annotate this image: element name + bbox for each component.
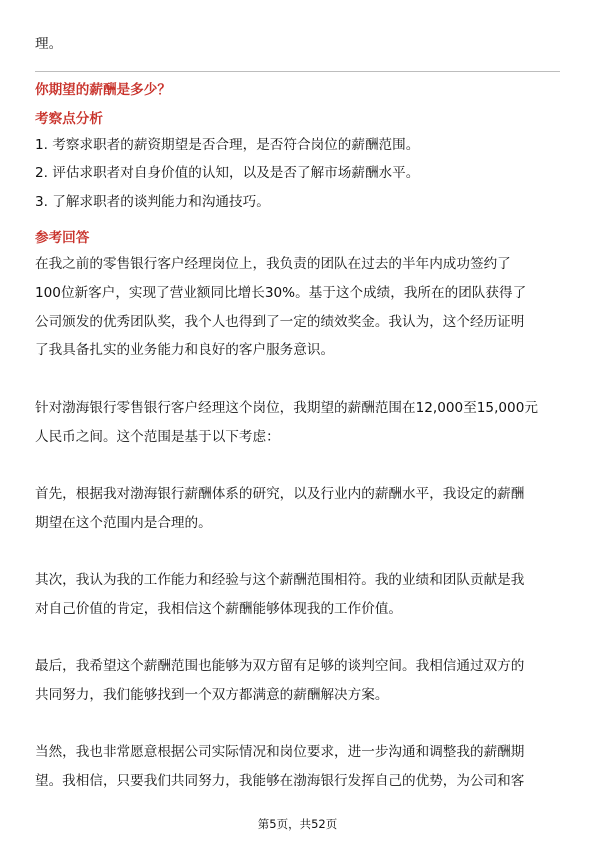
answer-paragraph-line: 人民币之间。这个范围是基于以下考虑： <box>35 429 280 445</box>
answer-paragraph-line: 当然，我也非常愿意根据公司实际情况和岗位要求，进一步沟通和调整我的薪酬期 <box>35 744 525 760</box>
answer-paragraph-line: 对自己价值的肯定，我相信这个薪酬能够体现我的工作价值。 <box>35 601 403 617</box>
answer-paragraph-line: 其次，我认为我的工作能力和经验与这个薪酬范围相符。我的业绩和团队贡献是我 <box>35 572 525 588</box>
answer-paragraph-line: 在我之前的零售银行客户经理岗位上，我负责的团队在过去的半年内成功签约了 <box>35 256 511 272</box>
answer-paragraph-line: 期望在这个范围内是合理的。 <box>35 515 212 531</box>
answer-paragraph-line: 望。我相信，只要我们共同努力，我能够在渤海银行发挥自己的优势，为公司和客 <box>35 773 525 789</box>
analysis-item: 3. 了解求职者的谈判能力和沟通技巧。 <box>35 194 270 210</box>
page-indicator: 第5页，共52页 <box>257 817 338 831</box>
answer-paragraph-line: 针对渤海银行零售银行客户经理这个岗位，我期望的薪酬范围在12,000至15,000元 <box>35 400 538 416</box>
section-divider <box>35 71 560 72</box>
answer-paragraph-line: 了我具备扎实的业务能力和良好的客户服务意识。 <box>35 342 335 358</box>
analysis-item: 1. 考察求职者的薪资期望是否合理，是否符合岗位的薪酬范围。 <box>35 137 420 153</box>
answer-heading: 参考回答 <box>35 230 90 246</box>
answer-paragraph-line: 首先，根据我对渤海银行薪酬体系的研究，以及行业内的薪酬水平，我设定的薪酬 <box>35 486 525 502</box>
analysis-heading: 考察点分析 <box>35 111 103 127</box>
analysis-item: 2. 评估求职者对自身价值的认知，以及是否了解市场薪酬水平。 <box>35 165 420 181</box>
question-heading: 你期望的薪酬是多少？ <box>35 82 171 98</box>
answer-paragraph-line: 共同努力，我们能够找到一个双方都满意的薪酬解决方案。 <box>35 687 389 703</box>
answer-paragraph-line: 公司颁发的优秀团队奖，我个人也得到了一定的绩效奖金。我认为，这个经历证明 <box>35 314 525 330</box>
top-fragment-text: 理。 <box>35 36 63 52</box>
answer-paragraph-line: 最后，我希望这个薪酬范围也能够为双方留有足够的谈判空间。我相信通过双方的 <box>35 658 525 674</box>
answer-paragraph-line: 100位新客户，实现了营业额同比增长30%。基于这个成绩，我所在的团队获得了 <box>35 285 527 301</box>
